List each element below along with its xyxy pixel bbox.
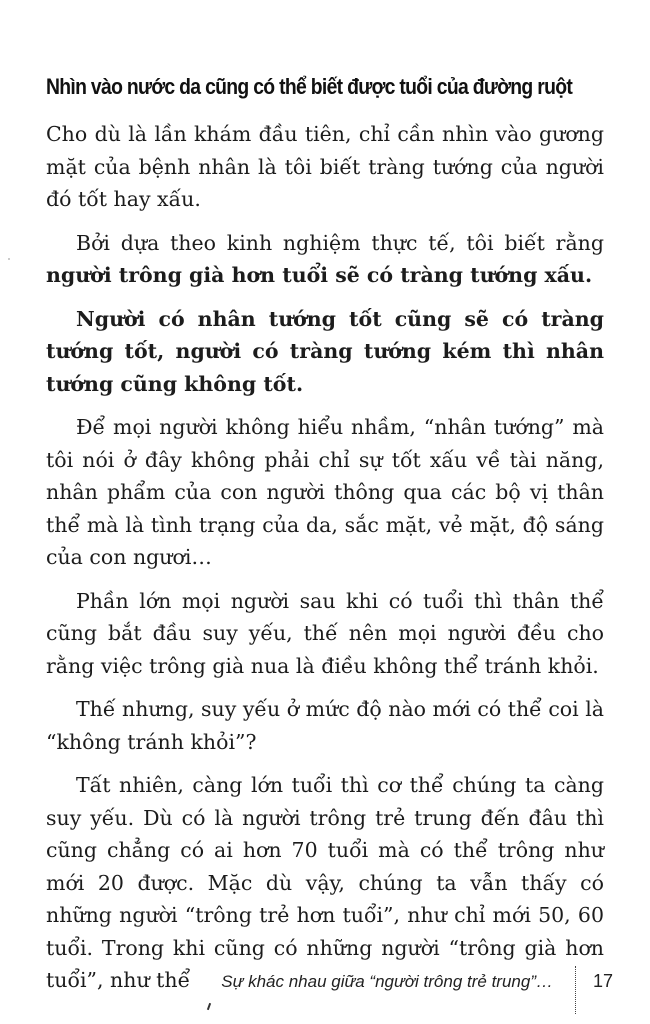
body-text <box>46 118 604 1008</box>
paragraph-7 <box>46 769 604 997</box>
page-number: 17 <box>593 971 614 991</box>
paragraph-4 <box>46 411 604 574</box>
paragraph-2-text: Bởi dựa theo kinh nghiệm thực tế, tôi biết rằng <box>76 230 604 255</box>
paragraph-2-bold: người trông già hơn tuổi sẽ có tràng tướng xấu. <box>46 263 593 287</box>
paragraph-3 <box>46 303 604 401</box>
paragraph-6 <box>46 693 604 758</box>
running-title: Sự khác nhau giữa “người trông trẻ trung”… <box>221 972 553 991</box>
paragraph-3-bold: Người có nhân tướng tốt cũng sẽ có tràng tướng tốt, người có tràng tướng kém thì nhân tướng cũng không tốt. <box>46 306 604 396</box>
paragraph-7-text: Tất nhiên, càng lớn tuổi thì cơ thể chúng ta càng suy yếu. Dù có là người trông trẻ trung đến đâu thì cũng chẳng có ai hơn 70 tuổi mà có thể trông như mới 20 được. Mặc dù vậy, chúng ta vẫn thấy có những người “trông trẻ hơn tuổi”, như chỉ mới 50, 60 tuổi. Trong khi cũng có những người “trông già hơn tuổi”, như thể <box>46 773 604 992</box>
paragraph-5-text: Phần lớn mọi người sau khi có tuổi thì thân thể cũng bắt đầu suy yếu, thế nên mọi người đều cho rằng việc trông già nua là điều không thể tránh khỏi. <box>46 588 604 678</box>
paragraph-1-text: Cho dù là lần khám đầu tiên, chỉ cần nhìn vào gương mặt của bệnh nhân là tôi biết tràng tướng của người đó tốt hay xấu. <box>46 122 604 211</box>
paragraph-4-text: Để mọi người không hiểu nhầm, “nhân tướng” mà tôi nói ở đây không phải chỉ sự tốt xấu về tài năng, nhân phẩm của con người thông qua các bộ vị thân thể mà là tình trạng của da, sắc mặt, vẻ mặt, độ sáng của con ngươi… <box>46 415 604 569</box>
paragraph-1 <box>46 118 604 216</box>
paragraph-2 <box>46 227 604 292</box>
paragraph-5 <box>46 585 604 683</box>
scan-speck <box>8 258 10 260</box>
footer-divider <box>575 966 576 1014</box>
paragraph-6-text: Thế nhưng, suy yếu ở mức độ nào mới có thể coi là “không tránh khỏi”? <box>46 697 604 754</box>
section-heading: Nhìn vào nước da cũng có thể biết được tuổi của đường ruột <box>46 74 573 99</box>
page-footer <box>0 966 650 1006</box>
